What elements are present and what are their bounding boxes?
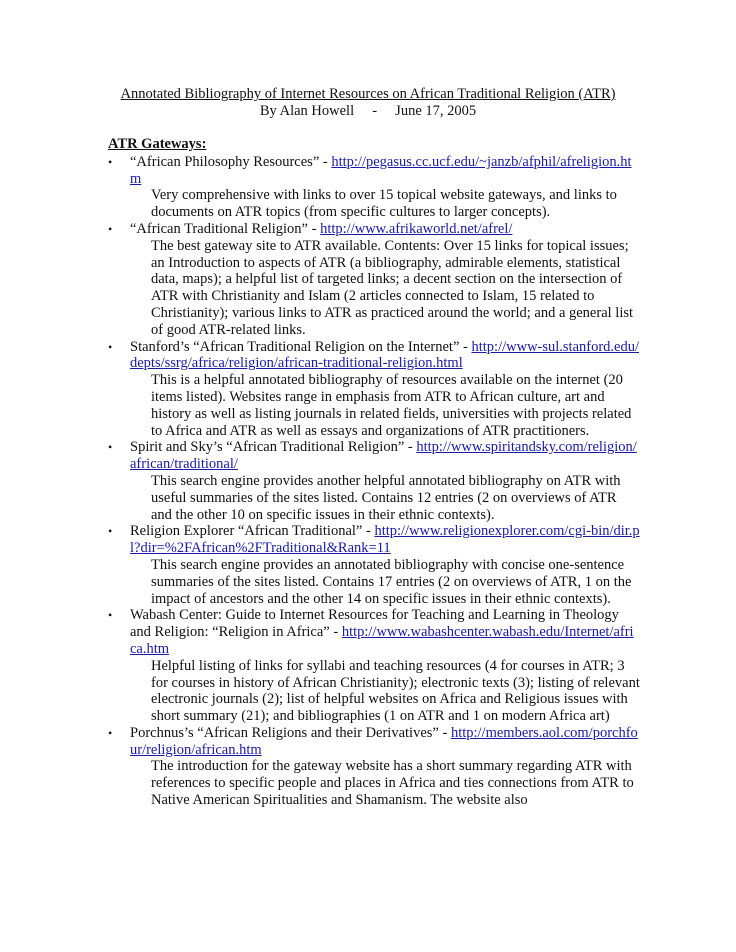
entry-link[interactable]: http://www.religionexplorer.com/cgi-bin/dir.pl?dir=%2FAfrican%2FTraditional&Rank=11 (130, 523, 640, 557)
entry-heading (130, 154, 640, 188)
entry-description: Helpful listing of links for syllabi and teaching resources (4 for courses in ATR; 3 for courses in history of African Christianity); electronic texts (3); listing of relevant electronic journals (2); list of helpful websites on Africa and Religious issues with short summary (21); and bibliographies (1 on ATR and 1 on modern Africa art) (151, 657, 640, 725)
entry-resource-name: Porchnus’s “African Religions and their Derivatives” - (130, 724, 451, 741)
section-heading: ATR Gateways: (108, 136, 207, 152)
entry-heading (130, 523, 640, 557)
entry-heading (130, 339, 640, 373)
bullet-icon: • (108, 608, 113, 623)
entry-resource-name: Religion Explorer “African Traditional” - (130, 523, 375, 540)
bullet-icon: • (108, 339, 113, 354)
entries-list (108, 154, 640, 809)
bibliography-entry (108, 725, 640, 809)
entry-heading (130, 607, 640, 657)
title-block (0, 86, 736, 120)
entry-heading (130, 221, 640, 238)
bibliography-entry (108, 154, 640, 221)
entry-description: This is a helpful annotated bibliography of resources available on the internet (20 items listed). Websites range in emphasis from ATR to African culture, art and history as well as listing journals in related fields, universities with projects related to Africa and ATR as well as essays and organizations of ATR practitioners. (151, 372, 632, 439)
bullet-icon: • (108, 440, 113, 455)
byline: By Alan Howell - June 17, 2005 (259, 103, 477, 119)
bibliography-entry (108, 523, 640, 607)
document-title: Annotated Bibliography of Internet Resources on African Traditional Religion (ATR) (120, 86, 616, 102)
bullet-icon: • (108, 725, 113, 740)
entry-link[interactable]: http://members.aol.com/porchfour/religion/african.htm (130, 724, 638, 758)
entry-description: This search engine provides another helpful annotated bibliography on ATR with useful summaries of the sites listed. Contains 12 entries (2 on overviews of ATR and the other 10 on specific issues in their ethnic contexts). (151, 472, 621, 523)
entry-description: This search engine provides an annotated bibliography with concise one-sentence summaries of the sites listed. Contains 17 entries (2 on overviews of ATR, 1 on the impact of ancestors and the other 14 on specific issues in their ethnic contexts). (151, 556, 632, 607)
bibliography-entry (108, 607, 640, 725)
bullet-icon: • (108, 524, 113, 539)
entry-resource-name: Stanford’s “African Traditional Religion on the Internet” - (130, 338, 472, 355)
entry-resource-name: “African Philosophy Resources” - (130, 153, 332, 170)
entry-link[interactable]: http://www-sul.stanford.edu/depts/ssrg/africa/religion/african-traditional-religion.html (130, 338, 640, 372)
bullet-icon: • (108, 221, 113, 236)
bullet-icon: • (108, 154, 113, 169)
entry-description: Very comprehensive with links to over 15 topical website gateways, and links to documents on ATR topics (from specific cultures to larger concepts). (151, 187, 617, 221)
entry-link[interactable]: http://www.afrikaworld.net/afrel/ (320, 220, 513, 237)
entry-link[interactable]: http://pegasus.cc.ucf.edu/~janzb/afphil/afreligion.htm (130, 153, 632, 187)
entry-heading (130, 439, 640, 473)
bibliography-entry (108, 221, 640, 339)
entry-link[interactable]: http://www.wabashcenter.wabash.edu/Internet/africa.htm (130, 624, 634, 657)
entry-description: The introduction for the gateway website has a short summary regarding ATR with references to specific people and places in Africa and ties connections from ATR to Native American Spiritualities and Shamanism. The website also (151, 758, 634, 809)
entry-resource-name: Spirit and Sky’s “African Traditional Religion” - (130, 439, 417, 456)
entry-resource-name: Wabash Center: Guide to Internet Resources for Teaching and Learning in Theology and Religion: “Religion in Africa” - (130, 607, 619, 641)
bibliography-entry (108, 439, 640, 523)
entry-link[interactable]: http://www.spiritandsky.com/religion/african/traditional/ (130, 439, 637, 473)
entry-resource-name: “African Traditional Religion” - (130, 220, 321, 237)
bibliography-entry (108, 339, 640, 440)
content-body (108, 136, 640, 809)
entry-description: The best gateway site to ATR available. Contents: Over 15 links for topical issues; an Introduction to aspects of ATR (a bibliography, admirable elements, statistical data, maps); a helpful list of targeted links; a decent section on the intersection of ATR with Christianity and Islam (2 articles connected to Islam, 15 related to Christianity); various links to ATR as practiced around the world; and a general list of good ATR-related links. (151, 237, 634, 338)
entry-heading (130, 725, 640, 759)
